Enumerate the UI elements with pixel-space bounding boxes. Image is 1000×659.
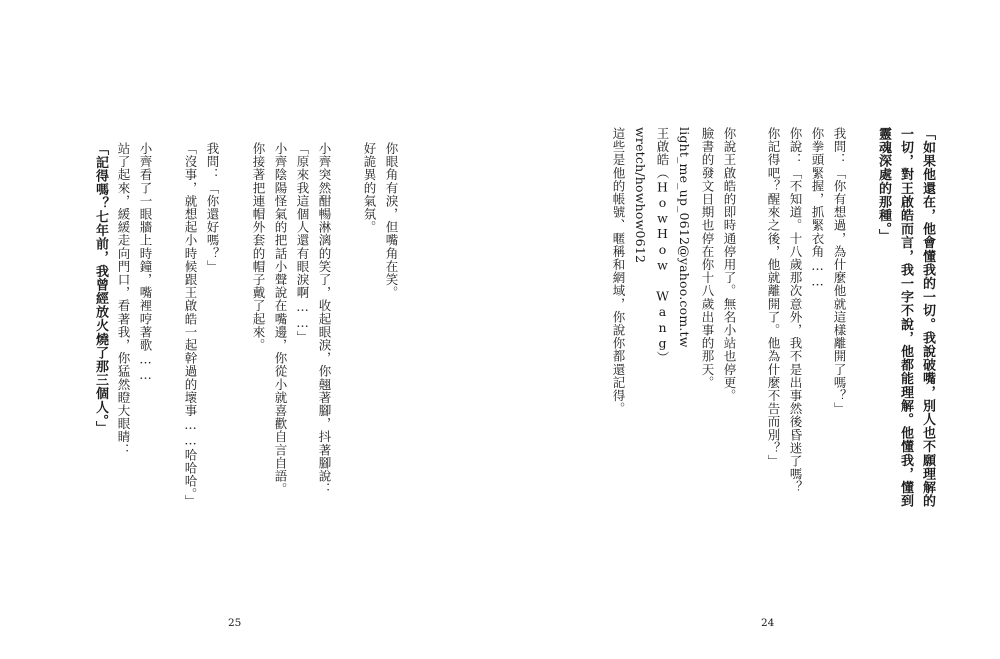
text-line: 你眼角有淚，但嘴角在笑。 [384, 142, 399, 300]
text-line: 「如果他還在，他會懂我的一切。我說破嘴，別人也不願理解的 [920, 127, 935, 508]
text-line-email: light_me_up_0612@yahoo.com.tw [677, 127, 692, 348]
text-line: 靈魂深處的那種。」 [876, 127, 891, 243]
text-line: 「原來我這個人還有眼淚啊……」 [295, 142, 310, 344]
text-line: 站了起來，緩緩走向門口，看著我，你猛然瞪大眼睛： [116, 142, 131, 457]
text-line: 好詭異的氣氛。 [362, 142, 377, 234]
text-line: 小齊看了一眼牆上時鐘，嘴裡哼著歌…… [138, 142, 153, 383]
text-line: 小齊陰陽怪氣的把話小聲說在嘴邊，你從小就喜歡自言自語。 [273, 142, 288, 496]
text-line: 「記得嗎？七年前，我曾經放火燒了那三個人。」 [93, 142, 108, 435]
text-line: 你記得吧？醒來之後，他就離開了。他為什麼不告而別？」 [766, 127, 781, 468]
text-line: 你說：「不知道。十八歲那次意外，我不是出事然後昏迷了嗎？ [788, 127, 803, 494]
text-line: 我問：「你有想過，為什麼他就這樣離開了嗎？」 [832, 127, 847, 416]
text-line: 我問：「你還好嗎？」 [205, 142, 220, 273]
text-line: 小齊突然酣暢淋漓的笑了，收起眼淚，你翹著腳，抖著腳說： [317, 142, 332, 496]
text-line: 你接著把連帽外套的帽子戴了起來。 [251, 142, 266, 352]
text-line: 臉書的發文日期也停在你十八歲出事的那天。 [700, 127, 715, 389]
text-line-url: wretch/howhow0612 [633, 127, 648, 264]
text-line: 你拳頭緊握，抓緊衣角…… [810, 127, 825, 290]
page-number: 24 [761, 617, 775, 629]
text-line: 王啟皓（HowHow Wang） [655, 127, 670, 365]
text-line: 你說王啟皓的即時通停用了。無名小站也停更。 [722, 127, 737, 403]
text-line: 這些是他的帳號、暱稱和網域，你說你都還記得。 [611, 127, 626, 416]
text-line: 一切，對王啟皓而言，我一字不說，他都能理解。他懂我，懂到 [898, 127, 913, 508]
page-number: 25 [228, 617, 242, 629]
text-line: 「沒事，就想起小時候跟王啟皓一起幹過的壞事……哈哈哈。」 [183, 142, 198, 508]
